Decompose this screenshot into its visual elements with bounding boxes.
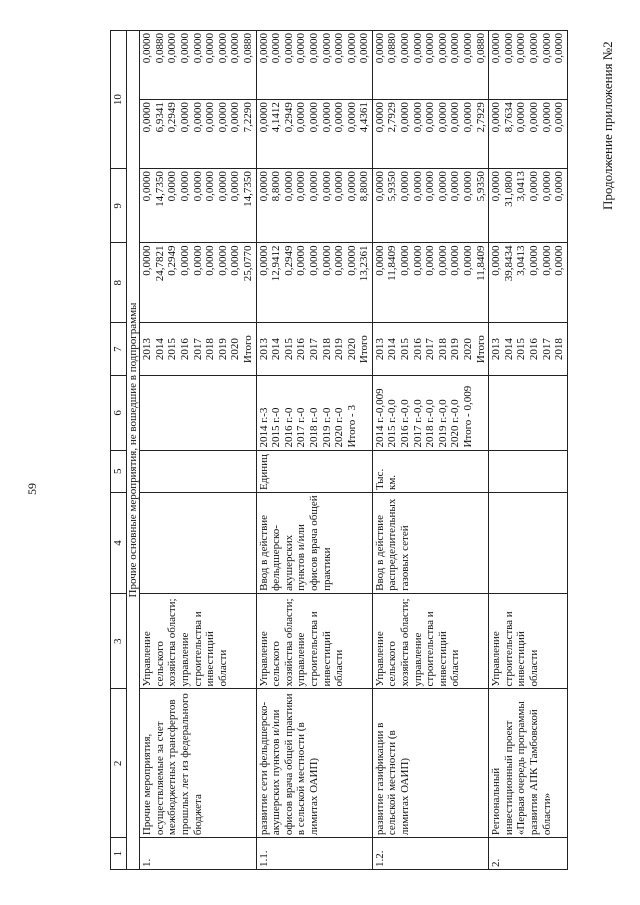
regional-amount: 0,0000 8,7634 0,0000 0,0000 0,0000 0,0000 [489,100,568,169]
indicator [140,493,256,594]
federal-amount: 0,0000 31,0800 3,0413 0,0000 0,0000 0,0000 [489,169,568,243]
total-amount: 0,0000 39,8434 3,0413 0,0000 0,0000 0,0000 [489,243,568,323]
regional-amount: 0,0000 6,9341 0,2949 0,0000 0,0000 0,0000 0,0000 0,0000 7,2290 [140,100,256,169]
row-number: 1. [140,838,256,870]
federal-amount: 0,0000 5,9350 0,0000 0,0000 0,0000 0,0000 0,0000 0,0000 5,9350 [372,169,488,243]
budget-table [110,30,568,870]
local-amount: 0,0000 0,0000 0,0000 0,0000 0,0000 0,0000 0,0000 0,0000 0,0000 [256,31,372,100]
indicator [489,493,568,594]
header-col-5: 5 [111,450,127,492]
years: 2013 2014 2015 2016 2017 2018 2019 2020 Итого [256,323,372,376]
section-title-row [126,31,140,870]
page-number: 59 [25,483,39,495]
header-col-10: 10 [111,31,127,169]
executor: Управление сельского хозяйства области; управление строительства и инвестиций области [372,593,488,689]
appendix-caption: Продолжение приложения №2 [600,41,615,210]
section-title: Прочие основные мероприятия, не вошедшие в подпрограммы [126,31,140,870]
executor: Управление строительства и инвестиций области [489,593,568,689]
activity-name: развитие газификации в сельской местности (в лимитах ОАИП) [372,689,488,838]
row-number: 2. [489,838,568,870]
local-amount: 0,0000 0,0880 0,0000 0,0000 0,0000 0,0000 0,0000 0,0000 0,0880 [140,31,256,100]
indicator-values [140,376,256,450]
header-col-7: 7 [111,323,127,376]
years: 2013 2014 2015 2016 2017 2018 2019 2020 Итого [140,323,256,376]
unit [140,450,256,492]
activity-name: развитие сети фельдшерско-акушерских пунктов и/или офисов врача общей практики в сельской местности (в лимитах ОАИП) [256,689,372,838]
unit: Единиц [256,450,372,492]
header-col-1: 1 [111,838,127,870]
row-number: 1.2. [372,838,488,870]
years: 2013 2014 2015 2016 2017 2018 [489,323,568,376]
indicator-values [489,376,568,450]
activity-name: Региональный инвестиционный проект «Первая очередь программы развития АПК Тамбовской области» [489,689,568,838]
federal-amount: 0,0000 14,7350 0,0000 0,0000 0,0000 0,0000 0,0000 0,0000 14,7350 [140,169,256,243]
table-row [256,31,372,870]
header-col-3: 3 [111,593,127,689]
row-number: 1.1. [256,838,372,870]
federal-amount: 0,0000 8,8000 0,0000 0,0000 0,0000 0,0000 0,0000 0,0000 8,8000 [256,169,372,243]
indicator: Ввод в действие фельдшерско-акушерских пунктов и/или офисов врача общей практики [256,493,372,594]
unit [489,450,568,492]
table-row [140,31,256,870]
local-amount: 0,0000 0,0880 0,0000 0,0000 0,0000 0,0000 0,0000 0,0000 0,0880 [372,31,488,100]
unit: Тыс. км. [372,450,488,492]
indicator: Ввод в действие распределительных газовых сетей [372,493,488,594]
total-amount: 0,0000 11,8409 0,0000 0,0000 0,0000 0,0000 0,0000 0,0000 11,8409 [372,243,488,323]
indicator-values: 2014 г.-3 2015 г.-0 2016 г.-0 2017 г.-0 2018 г.-0 2019 г.-0 2020 г.-0 Итого - 3 [256,376,372,450]
header-col-2: 2 [111,689,127,838]
table-row [489,31,568,870]
years: 2013 2014 2015 2016 2017 2018 2019 2020 Итого [372,323,488,376]
header-row [111,31,127,870]
header-col-8: 8 [111,243,127,323]
total-amount: 0,0000 24,7821 0,2949 0,0000 0,0000 0,0000 0,0000 0,0000 25,0770 [140,243,256,323]
regional-amount: 0,0000 2,7929 0,0000 0,0000 0,0000 0,0000 0,0000 0,0000 2,7929 [372,100,488,169]
activity-name: Прочие мероприятия, осуществляемые за счет межбюджетных трансфертов прошлых лет из федерального бюджета [140,689,256,838]
rotated-table-container [110,30,590,870]
header-col-4: 4 [111,493,127,594]
header-col-6: 6 [111,376,127,450]
table-row [372,31,488,870]
total-amount: 0,0000 12,9412 0,2949 0,0000 0,0000 0,0000 0,0000 0,0000 13,2361 [256,243,372,323]
local-amount: 0,0000 0,0000 0,0000 0,0000 0,0000 0,0000 [489,31,568,100]
executor: Управление сельского хозяйства области; управление строительства и инвестиций области [256,593,372,689]
indicator-values: 2014 г.-0,009 2015 г.-0,0 2016 г.-0,0 2017 г.-0,0 2018 г.-0,0 2019 г.-0,0 2020 г.-0,0 Итого - 0,009 [372,376,488,450]
header-col-9: 9 [111,169,127,243]
regional-amount: 0,0000 4,1412 0,2949 0,0000 0,0000 0,0000 0,0000 0,0000 4,4361 [256,100,372,169]
executor: Управление сельского хозяйства области; управление строительства и инвестиций области [140,593,256,689]
